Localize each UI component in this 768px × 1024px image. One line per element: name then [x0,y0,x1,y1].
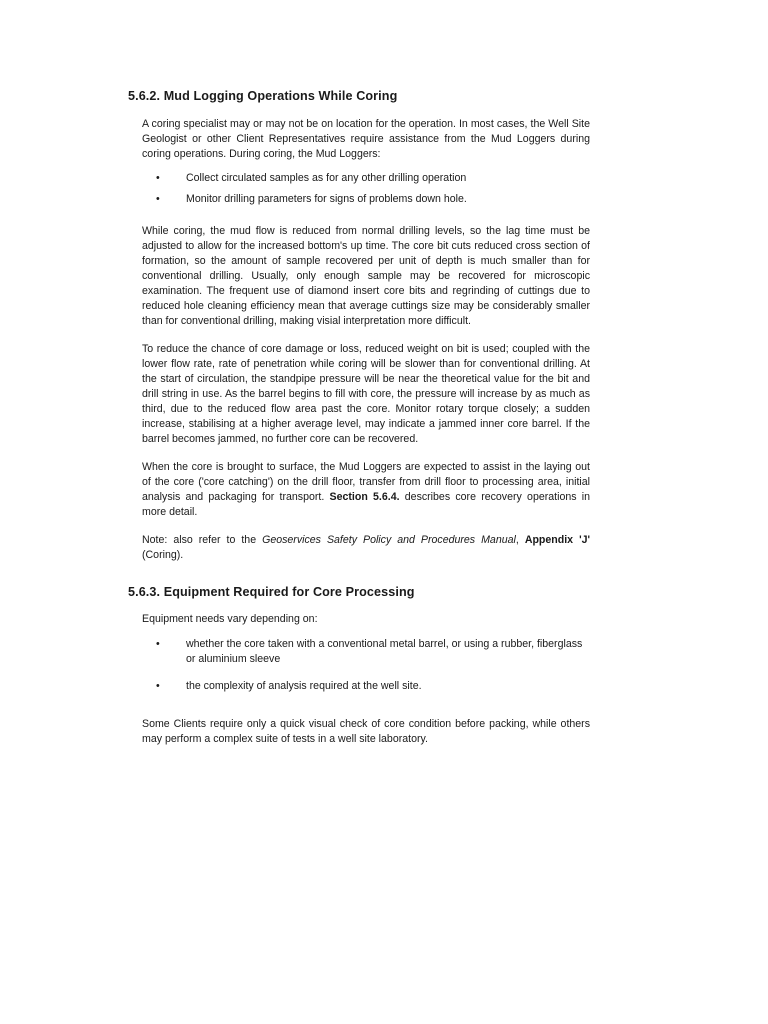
section-reference: Section 5.6.4. [329,491,400,503]
paragraph-text: describes core recovery operations in more detail. [142,491,590,518]
note-paragraph [142,533,590,563]
paragraph-core-surface [142,460,590,520]
section-heading-5-6-2: 5.6.2. Mud Logging Operations While Coring [128,89,398,103]
document-body [128,88,590,747]
note-prefix: Note: also refer to the [142,534,263,546]
note-suffix: (Coring). [142,549,184,561]
list-item [142,192,590,207]
list-item-text: whether the core taken with a conventional metal barrel, or using a rubber, fiberglass or aluminium sleeve [186,638,583,665]
bullet-icon: • [156,680,160,692]
bullet-icon: • [156,172,160,184]
note-comma: , [515,534,525,546]
list-item-text: Monitor drilling parameters for signs of problems down hole. [186,193,467,205]
paragraph-core-damage: To reduce the chance of core damage or loss, reduced weight on bit is used; coupled with the lower flow rate, rate of penetration while coring will be slower than for conventional drilling. At the start of circulation, the standpipe pressure will be near the theoretical value for the bit and drill string in use. As the barrel begins to fill with core, the pressure will increase by as much as third, due to the reduced flow area past the core. Monitor rotary torque closely; a sudden increase, stabilising at a higher average level, may indicate a jammed inner core barrel. If the barrel becomes jammed, no further core can be recovered. [142,343,590,445]
section-heading-5-6-3: 5.6.3. Equipment Required for Core Processing [128,585,415,599]
bullet-icon: • [156,193,160,205]
closing-paragraph: Some Clients require only a quick visual check of core condition before packing, while others may perform a complex suite of tests in a well site laboratory. [142,718,590,745]
list-item [142,171,590,186]
paragraph-lag-time: While coring, the mud flow is reduced from normal drilling levels, so the lag time must be adjusted to allow for the increased bottom's up time. The core bit cuts reduced cross section of formation, so the amount of sample recovered per unit of depth is much smaller than for conventional drilling. Usually, only enough sample may be recovered for microscopic examination. The frequent use of diamond insert core bits and regrinding of cuttings due to reduced hole cleaning efficiency mean that average cuttings size may be considerably smaller than for conventional drilling, making visial interpretation more difficult. [142,225,590,327]
list-item [142,637,590,667]
bullet-icon: • [156,638,160,650]
equipment-intro: Equipment needs vary depending on: [142,613,318,625]
manual-title: Geoservices Safety Policy and Procedures Manual [262,534,516,546]
list-item-text: the complexity of analysis required at the well site. [186,680,422,692]
list-item-text: Collect circulated samples as for any other drilling operation [186,172,467,184]
paragraph-text: When the core is brought to surface, the Mud Loggers are expected to assist in the laying out of the core ('core catching') on the drill floor, transfer from drill floor to processing area, initial analysis and packaging for transport. [142,461,590,503]
list-item [142,679,590,694]
intro-paragraph: A coring specialist may or may not be on location for the operation. In most cases, the Well Site Geologist or other Client Representatives require assistance from the Mud Loggers during coring operations. During coring, the Mud Loggers: [142,118,590,160]
appendix-reference: Appendix 'J' [524,534,591,546]
